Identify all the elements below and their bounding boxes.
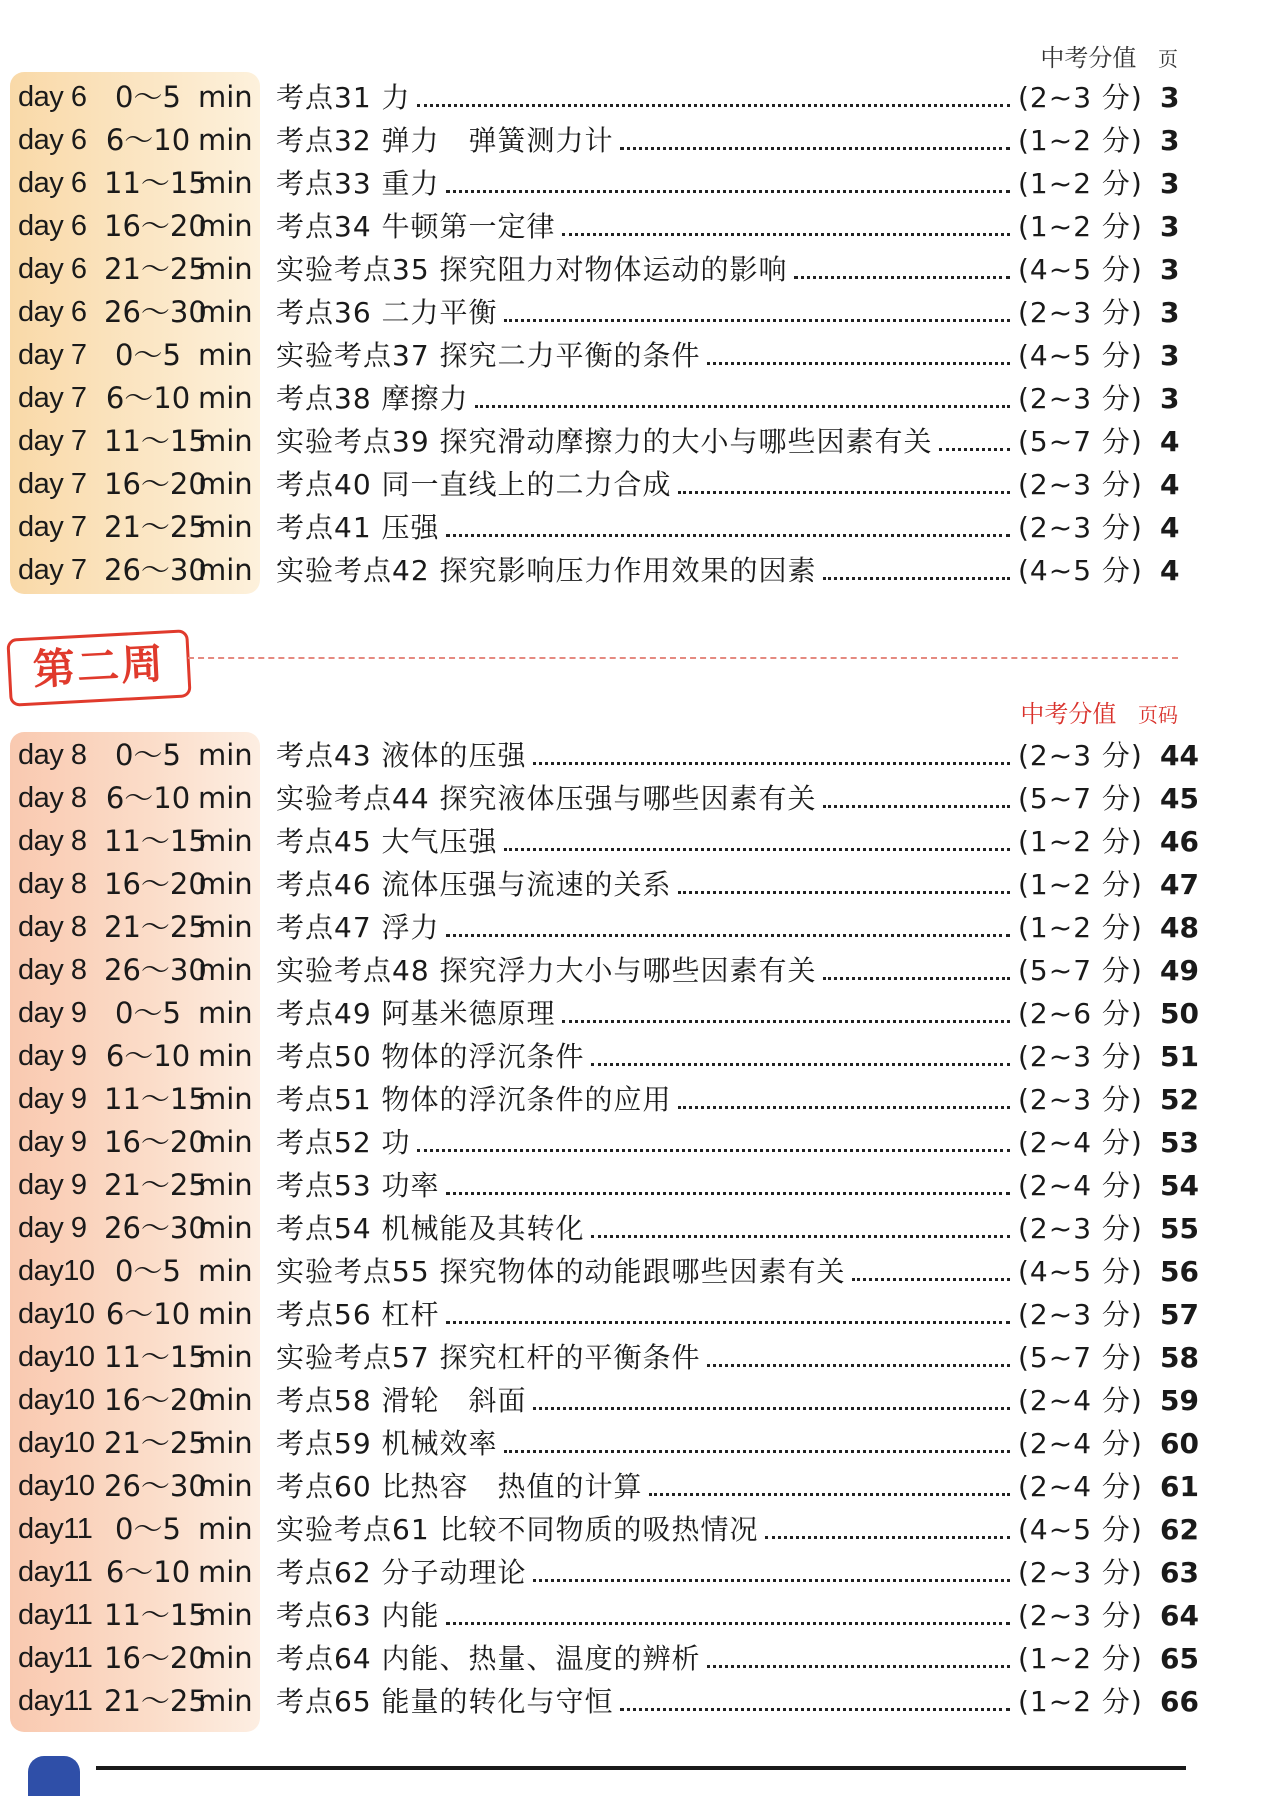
dot-leader bbox=[707, 362, 1010, 365]
score-range: (2~3 分) bbox=[1018, 1298, 1143, 1331]
score-range: (2~4 分) bbox=[1018, 1427, 1143, 1460]
toc-row bbox=[0, 463, 1280, 506]
time-unit: min bbox=[198, 867, 253, 901]
dot-leader bbox=[446, 1622, 1010, 1625]
time-range: 11～15 bbox=[104, 424, 207, 458]
topic-title: 考点32 弹力 弹簧测力计 bbox=[276, 124, 614, 157]
dot-leader bbox=[504, 1450, 1010, 1453]
time-unit: min bbox=[198, 738, 253, 772]
dot-leader bbox=[591, 1063, 1010, 1066]
score-range: (1~2 分) bbox=[1018, 911, 1143, 944]
topic-title: 实验考点48 探究浮力大小与哪些因素有关 bbox=[276, 954, 817, 987]
day-label: day10 bbox=[18, 1384, 95, 1416]
page-number: 57 bbox=[1160, 1298, 1199, 1331]
time-range: 11～15 bbox=[104, 1598, 207, 1632]
time-unit: min bbox=[198, 166, 253, 200]
page-number: 3 bbox=[1160, 124, 1180, 157]
toc-row bbox=[0, 1164, 1280, 1207]
time-unit: min bbox=[198, 953, 253, 987]
day-label: day 8 bbox=[18, 825, 87, 857]
day-label: day 9 bbox=[18, 1126, 87, 1158]
dot-leader bbox=[504, 319, 1010, 322]
page-number: 66 bbox=[1160, 1685, 1199, 1718]
time-range: 16～20 bbox=[104, 467, 207, 501]
time-unit: min bbox=[198, 553, 253, 587]
toc-row bbox=[0, 205, 1280, 248]
time-unit: min bbox=[198, 209, 253, 243]
toc-row bbox=[0, 506, 1280, 549]
page-number: 47 bbox=[1160, 868, 1199, 901]
score-range: (1~2 分) bbox=[1018, 124, 1143, 157]
page-number: 3 bbox=[1160, 81, 1180, 114]
topic-title: 考点49 阿基米德原理 bbox=[276, 997, 556, 1030]
score-range: (2~3 分) bbox=[1018, 296, 1143, 329]
dot-leader bbox=[620, 147, 1010, 150]
time-unit: min bbox=[198, 1383, 253, 1417]
score-range: (4~5 分) bbox=[1018, 1513, 1143, 1546]
toc-row bbox=[0, 1680, 1280, 1723]
time-range: 21～25 bbox=[104, 1168, 207, 1202]
page-number: 65 bbox=[1160, 1642, 1199, 1675]
time-unit: min bbox=[198, 1254, 253, 1288]
toc-row bbox=[0, 291, 1280, 334]
toc-row bbox=[0, 119, 1280, 162]
toc-row bbox=[0, 863, 1280, 906]
toc-row bbox=[0, 1121, 1280, 1164]
score-range: (2~3 分) bbox=[1018, 1083, 1143, 1116]
dot-leader bbox=[823, 577, 1010, 580]
time-range: 0～5 bbox=[115, 1254, 181, 1288]
topic-title: 考点45 大气压强 bbox=[276, 825, 498, 858]
score-range: (2~3 分) bbox=[1018, 468, 1143, 501]
dot-leader bbox=[620, 1708, 1010, 1711]
time-range: 21～25 bbox=[104, 510, 207, 544]
day-label: day 7 bbox=[18, 425, 87, 457]
dot-leader bbox=[678, 1106, 1010, 1109]
day-label: day11 bbox=[18, 1642, 93, 1674]
dot-leader bbox=[591, 1235, 1010, 1238]
toc-row bbox=[0, 162, 1280, 205]
topic-title: 考点50 物体的浮沉条件 bbox=[276, 1040, 585, 1073]
page-number: 4 bbox=[1160, 468, 1180, 501]
score-range: (1~2 分) bbox=[1018, 1685, 1143, 1718]
dot-leader bbox=[533, 762, 1010, 765]
toc-row bbox=[0, 1078, 1280, 1121]
dot-leader bbox=[446, 1192, 1010, 1195]
day-label: day 8 bbox=[18, 954, 87, 986]
score-range: (5~7 分) bbox=[1018, 782, 1143, 815]
time-unit: min bbox=[198, 381, 253, 415]
topic-title: 考点56 杠杆 bbox=[276, 1298, 440, 1331]
topic-title: 考点43 液体的压强 bbox=[276, 739, 527, 772]
time-unit: min bbox=[198, 1082, 253, 1116]
toc-row bbox=[0, 248, 1280, 291]
dot-leader bbox=[678, 891, 1010, 894]
day-label: day 6 bbox=[18, 253, 87, 285]
time-range: 6～10 bbox=[105, 781, 191, 815]
topic-title: 考点33 重力 bbox=[276, 167, 440, 200]
topic-title: 考点31 力 bbox=[276, 81, 411, 114]
page-number: 59 bbox=[1160, 1384, 1199, 1417]
time-unit: min bbox=[198, 1426, 253, 1460]
day-label: day 7 bbox=[18, 339, 87, 371]
toc-row bbox=[0, 1508, 1280, 1551]
score-column-header bbox=[1040, 38, 1178, 73]
day-label: day 9 bbox=[18, 1083, 87, 1115]
score-range: (2~6 分) bbox=[1018, 997, 1143, 1030]
dot-leader bbox=[707, 1665, 1010, 1668]
time-unit: min bbox=[198, 1641, 253, 1675]
dot-leader bbox=[939, 448, 1010, 451]
day-label: day 6 bbox=[18, 81, 87, 113]
score-range: (4~5 分) bbox=[1018, 1255, 1143, 1288]
toc-row bbox=[0, 1250, 1280, 1293]
dot-leader bbox=[562, 233, 1010, 236]
time-range: 26～30 bbox=[104, 553, 207, 587]
score-header-label: 中考分值 bbox=[1020, 700, 1117, 728]
day-label: day 8 bbox=[18, 739, 87, 771]
day-label: day10 bbox=[18, 1427, 95, 1459]
score-range: (5~7 分) bbox=[1018, 425, 1143, 458]
time-range: 0～5 bbox=[115, 996, 181, 1030]
time-unit: min bbox=[198, 1340, 253, 1374]
score-range: (2~4 分) bbox=[1018, 1169, 1143, 1202]
topic-title: 考点47 浮力 bbox=[276, 911, 440, 944]
time-unit: min bbox=[198, 467, 253, 501]
score-range: (4~5 分) bbox=[1018, 339, 1143, 372]
time-unit: min bbox=[198, 252, 253, 286]
page-number: 44 bbox=[1160, 739, 1199, 772]
topic-title: 考点41 压强 bbox=[276, 511, 440, 544]
time-range: 26～30 bbox=[104, 1469, 207, 1503]
time-unit: min bbox=[198, 338, 253, 372]
time-unit: min bbox=[198, 1555, 253, 1589]
page-number: 60 bbox=[1160, 1427, 1199, 1460]
page-number: 3 bbox=[1160, 167, 1180, 200]
toc-row bbox=[0, 1594, 1280, 1637]
time-unit: min bbox=[198, 1469, 253, 1503]
score-header-label: 中考分值 bbox=[1040, 44, 1137, 72]
time-range: 21～25 bbox=[104, 252, 207, 286]
page-number: 49 bbox=[1160, 954, 1199, 987]
dot-leader bbox=[475, 405, 1010, 408]
topic-title: 考点63 内能 bbox=[276, 1599, 440, 1632]
page-number: 4 bbox=[1160, 554, 1180, 587]
topic-title: 考点52 功 bbox=[276, 1126, 411, 1159]
time-range: 16～20 bbox=[104, 1125, 207, 1159]
score-range: (4~5 分) bbox=[1018, 554, 1143, 587]
topic-title: 考点40 同一直线上的二力合成 bbox=[276, 468, 672, 501]
day-label: day 7 bbox=[18, 382, 87, 414]
day-label: day11 bbox=[18, 1599, 93, 1631]
page-number: 50 bbox=[1160, 997, 1199, 1030]
score-range: (2~3 分) bbox=[1018, 1040, 1143, 1073]
toc-row bbox=[0, 1465, 1280, 1508]
time-range: 16～20 bbox=[104, 867, 207, 901]
time-range: 0～5 bbox=[115, 1512, 181, 1546]
time-range: 21～25 bbox=[104, 1426, 207, 1460]
topic-title: 考点38 摩擦力 bbox=[276, 382, 469, 415]
page-number: 63 bbox=[1160, 1556, 1199, 1589]
time-range: 16～20 bbox=[104, 1641, 207, 1675]
day-label: day 7 bbox=[18, 468, 87, 500]
score-range: (2~3 分) bbox=[1018, 511, 1143, 544]
time-unit: min bbox=[198, 295, 253, 329]
time-range: 16～20 bbox=[104, 209, 207, 243]
day-label: day 8 bbox=[18, 782, 87, 814]
dot-leader bbox=[504, 848, 1010, 851]
time-unit: min bbox=[198, 1125, 253, 1159]
page-number: 56 bbox=[1160, 1255, 1199, 1288]
page-number: 3 bbox=[1160, 296, 1180, 329]
dot-leader bbox=[446, 190, 1010, 193]
time-unit: min bbox=[198, 1512, 253, 1546]
topic-title: 实验考点57 探究杠杆的平衡条件 bbox=[276, 1341, 701, 1374]
score-range: (1~2 分) bbox=[1018, 1642, 1143, 1675]
topic-title: 考点54 机械能及其转化 bbox=[276, 1212, 585, 1245]
toc-row bbox=[0, 1336, 1280, 1379]
day-label: day10 bbox=[18, 1298, 95, 1330]
page-number: 3 bbox=[1160, 339, 1180, 372]
time-unit: min bbox=[198, 510, 253, 544]
dot-leader bbox=[533, 1407, 1010, 1410]
topic-title: 考点58 滑轮 斜面 bbox=[276, 1384, 527, 1417]
toc-row bbox=[0, 1293, 1280, 1336]
page-number: 3 bbox=[1160, 210, 1180, 243]
time-unit: min bbox=[198, 1598, 253, 1632]
time-range: 6～10 bbox=[105, 1555, 191, 1589]
time-range: 11～15 bbox=[104, 166, 207, 200]
time-unit: min bbox=[198, 1297, 253, 1331]
time-unit: min bbox=[198, 1211, 253, 1245]
time-range: 6～10 bbox=[105, 1039, 191, 1073]
topic-title: 考点59 机械效率 bbox=[276, 1427, 498, 1460]
dot-leader bbox=[678, 491, 1010, 494]
score-range: (5~7 分) bbox=[1018, 954, 1143, 987]
dot-leader bbox=[562, 1020, 1010, 1023]
score-range: (2~3 分) bbox=[1018, 81, 1143, 114]
day-label: day 6 bbox=[18, 296, 87, 328]
toc-row bbox=[0, 76, 1280, 119]
toc-row bbox=[0, 777, 1280, 820]
page-number: 55 bbox=[1160, 1212, 1199, 1245]
day-label: day 9 bbox=[18, 997, 87, 1029]
topic-title: 考点34 牛顿第一定律 bbox=[276, 210, 556, 243]
time-range: 11～15 bbox=[104, 824, 207, 858]
dot-leader bbox=[823, 977, 1010, 980]
topic-title: 实验考点55 探究物体的动能跟哪些因素有关 bbox=[276, 1255, 846, 1288]
topic-title: 考点62 分子动理论 bbox=[276, 1556, 527, 1589]
score-range: (2~4 分) bbox=[1018, 1470, 1143, 1503]
dot-leader bbox=[823, 805, 1010, 808]
score-column-header-week2 bbox=[1020, 694, 1178, 729]
time-range: 26～30 bbox=[104, 1211, 207, 1245]
day-label: day 8 bbox=[18, 868, 87, 900]
page-number: 3 bbox=[1160, 253, 1180, 286]
topic-title: 实验考点35 探究阻力对物体运动的影响 bbox=[276, 253, 788, 286]
page-number: 4 bbox=[1160, 511, 1180, 544]
day-label: day10 bbox=[18, 1470, 95, 1502]
time-range: 0～5 bbox=[115, 80, 181, 114]
day-label: day10 bbox=[18, 1255, 95, 1287]
time-range: 26～30 bbox=[104, 953, 207, 987]
score-range: (2~3 分) bbox=[1018, 382, 1143, 415]
score-range: (1~2 分) bbox=[1018, 167, 1143, 200]
topic-title: 实验考点44 探究液体压强与哪些因素有关 bbox=[276, 782, 817, 815]
time-unit: min bbox=[198, 824, 253, 858]
score-range: (5~7 分) bbox=[1018, 1341, 1143, 1374]
topic-title: 实验考点39 探究滑动摩擦力的大小与哪些因素有关 bbox=[276, 425, 933, 458]
day-label: day 6 bbox=[18, 210, 87, 242]
day-label: day 8 bbox=[18, 911, 87, 943]
topic-title: 实验考点61 比较不同物质的吸热情况 bbox=[276, 1513, 759, 1546]
toc-row bbox=[0, 1207, 1280, 1250]
time-unit: min bbox=[198, 910, 253, 944]
week-divider bbox=[188, 657, 1178, 659]
toc-row bbox=[0, 377, 1280, 420]
page-header-label: 页码 bbox=[1138, 703, 1178, 727]
day-label: day 9 bbox=[18, 1040, 87, 1072]
day-label: day 7 bbox=[18, 511, 87, 543]
toc-row bbox=[0, 949, 1280, 992]
day-label: day 6 bbox=[18, 167, 87, 199]
score-range: (2~3 分) bbox=[1018, 1212, 1143, 1245]
toc-row bbox=[0, 906, 1280, 949]
day-label: day 9 bbox=[18, 1169, 87, 1201]
day-label: day 6 bbox=[18, 124, 87, 156]
time-range: 21～25 bbox=[104, 1684, 207, 1718]
time-unit: min bbox=[198, 1684, 253, 1718]
score-range: (2~3 分) bbox=[1018, 1599, 1143, 1632]
topic-title: 考点51 物体的浮沉条件的应用 bbox=[276, 1083, 672, 1116]
page-number: 54 bbox=[1160, 1169, 1199, 1202]
dot-leader bbox=[446, 534, 1010, 537]
page-number: 3 bbox=[1160, 382, 1180, 415]
page-number: 62 bbox=[1160, 1513, 1199, 1546]
topic-title: 考点65 能量的转化与守恒 bbox=[276, 1685, 614, 1718]
day-label: day11 bbox=[18, 1685, 93, 1717]
time-range: 11～15 bbox=[104, 1082, 207, 1116]
toc-row bbox=[0, 1422, 1280, 1465]
week-title: 第二周 bbox=[6, 629, 191, 706]
day-label: day11 bbox=[18, 1556, 93, 1588]
page-number: 51 bbox=[1160, 1040, 1199, 1073]
time-range: 26～30 bbox=[104, 295, 207, 329]
time-unit: min bbox=[198, 1168, 253, 1202]
page-corner-tab bbox=[28, 1756, 80, 1796]
time-range: 21～25 bbox=[104, 910, 207, 944]
footer-rule bbox=[96, 1766, 1186, 1770]
page-number: 61 bbox=[1160, 1470, 1199, 1503]
score-range: (2~4 分) bbox=[1018, 1126, 1143, 1159]
toc-row bbox=[0, 1551, 1280, 1594]
topic-title: 考点36 二力平衡 bbox=[276, 296, 498, 329]
toc-row bbox=[0, 1379, 1280, 1422]
dot-leader bbox=[417, 1149, 1010, 1152]
dot-leader bbox=[794, 276, 1010, 279]
topic-title: 实验考点42 探究影响压力作用效果的因素 bbox=[276, 554, 817, 587]
day-label: day 7 bbox=[18, 554, 87, 586]
time-unit: min bbox=[198, 123, 253, 157]
score-range: (2~3 分) bbox=[1018, 1556, 1143, 1589]
time-range: 6～10 bbox=[105, 381, 191, 415]
page-number: 46 bbox=[1160, 825, 1199, 858]
page-number: 4 bbox=[1160, 425, 1180, 458]
time-range: 6～10 bbox=[105, 123, 191, 157]
toc-row bbox=[0, 1035, 1280, 1078]
dot-leader bbox=[707, 1364, 1010, 1367]
topic-title: 考点46 流体压强与流速的关系 bbox=[276, 868, 672, 901]
score-range: (1~2 分) bbox=[1018, 825, 1143, 858]
toc-row bbox=[0, 1637, 1280, 1680]
time-range: 11～15 bbox=[104, 1340, 207, 1374]
topic-title: 考点53 功率 bbox=[276, 1169, 440, 1202]
dot-leader bbox=[533, 1579, 1010, 1582]
page-number: 52 bbox=[1160, 1083, 1199, 1116]
time-unit: min bbox=[198, 781, 253, 815]
toc-row bbox=[0, 820, 1280, 863]
dot-leader bbox=[852, 1278, 1010, 1281]
time-unit: min bbox=[198, 1039, 253, 1073]
dot-leader bbox=[765, 1536, 1010, 1539]
toc-row bbox=[0, 420, 1280, 463]
topic-title: 考点64 内能、热量、温度的辨析 bbox=[276, 1642, 701, 1675]
page-number: 64 bbox=[1160, 1599, 1199, 1632]
score-range: (1~2 分) bbox=[1018, 210, 1143, 243]
topic-title: 实验考点37 探究二力平衡的条件 bbox=[276, 339, 701, 372]
time-range: 16～20 bbox=[104, 1383, 207, 1417]
toc-row bbox=[0, 334, 1280, 377]
time-range: 6～10 bbox=[105, 1297, 191, 1331]
page-number: 45 bbox=[1160, 782, 1199, 815]
topic-title: 考点60 比热容 热值的计算 bbox=[276, 1470, 643, 1503]
page-number: 53 bbox=[1160, 1126, 1199, 1159]
dot-leader bbox=[446, 934, 1010, 937]
day-label: day10 bbox=[18, 1341, 95, 1373]
dot-leader bbox=[649, 1493, 1010, 1496]
score-range: (1~2 分) bbox=[1018, 868, 1143, 901]
time-unit: min bbox=[198, 996, 253, 1030]
score-range: (2~4 分) bbox=[1018, 1384, 1143, 1417]
page-number: 58 bbox=[1160, 1341, 1199, 1374]
time-unit: min bbox=[198, 424, 253, 458]
toc-row bbox=[0, 992, 1280, 1035]
dot-leader bbox=[417, 104, 1010, 107]
day-label: day 9 bbox=[18, 1212, 87, 1244]
score-range: (2~3 分) bbox=[1018, 739, 1143, 772]
day-label: day11 bbox=[18, 1513, 93, 1545]
score-range: (4~5 分) bbox=[1018, 253, 1143, 286]
time-range: 0～5 bbox=[115, 338, 181, 372]
time-unit: min bbox=[198, 80, 253, 114]
time-range: 0～5 bbox=[115, 738, 181, 772]
toc-row bbox=[0, 734, 1280, 777]
dot-leader bbox=[446, 1321, 1010, 1324]
page-number: 48 bbox=[1160, 911, 1199, 944]
toc-row bbox=[0, 549, 1280, 592]
page-header-label: 页 bbox=[1158, 47, 1178, 71]
